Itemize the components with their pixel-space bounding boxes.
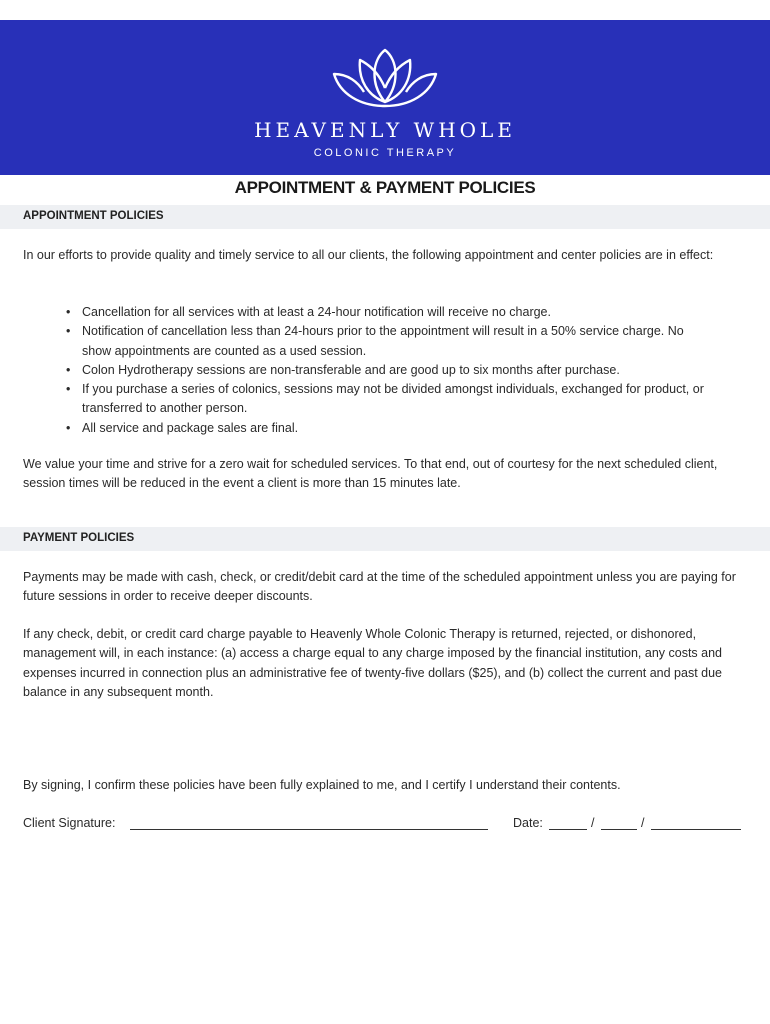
date-day-field[interactable] — [601, 829, 637, 830]
list-item: • All service and package sales are final. — [66, 419, 706, 438]
appointment-section-header — [0, 205, 770, 229]
date-month-field[interactable] — [549, 829, 587, 830]
appointment-intro: In our efforts to provide quality and timely service to all our clients, the following appointment and center policies are in effect: — [23, 248, 714, 262]
client-signature-field[interactable] — [130, 829, 488, 830]
client-signature-label: Client Signature: — [23, 816, 116, 830]
returned-payment-text: If any check, debit, or credit card charge payable to Heavenly Whole Colonic Therapy is returned, rejected, or dishonored, management will, in each instance: (a) access a charge equal to any charge imposed by the financial institution, any costs and expenses incurred in connection plus an administrative fee of twenty-five dollars ($25), and (b) collect the current and past due balance in any subsequent month. — [23, 627, 723, 699]
payment-methods-text: Payments may be made with cash, check, or credit/debit card at the time of the scheduled appointment unless you are paying for future sessions in order to receive deeper discounts. — [23, 570, 736, 604]
date-separator: / — [641, 816, 645, 830]
appointment-policy-list — [66, 303, 706, 438]
brand-subtitle: COLONIC THERAPY — [313, 147, 457, 159]
page-title: APPOINTMENT & PAYMENT POLICIES — [234, 178, 536, 197]
lotus-icon — [330, 44, 440, 114]
brand-name: HEAVENLY WHOLE — [254, 118, 516, 142]
header-banner — [0, 20, 770, 175]
list-item: • Notification of cancellation less than 24-hours prior to the appointment will result in a 50% service charge. No show appointments are counted as a used session. — [66, 322, 706, 361]
list-item: • Colon Hydrotherapy sessions are non-transferable and are good up to six months after purchase. — [66, 361, 706, 380]
list-item: • Cancellation for all services with at least a 24-hour notification will receive no charge. — [66, 303, 706, 322]
payment-section-header — [0, 527, 770, 551]
confirmation-statement: By signing, I confirm these policies have been fully explained to me, and I certify I understand their contents. — [23, 778, 621, 792]
list-item: • If you purchase a series of colonics, sessions may not be divided amongst individuals, exchanged for product, or transferred to another person. — [66, 380, 706, 419]
payment-heading: PAYMENT POLICIES — [23, 532, 135, 544]
date-year-field[interactable] — [651, 829, 741, 830]
appointment-closing: We value your time and strive for a zero wait for scheduled services. To that end, out of courtesy for the next scheduled client, session times will be reduced in the event a client is more than 15 minutes late. — [23, 457, 718, 491]
date-separator: / — [591, 816, 595, 830]
appointment-heading: APPOINTMENT POLICIES — [23, 210, 164, 222]
date-label: Date: — [513, 816, 543, 830]
